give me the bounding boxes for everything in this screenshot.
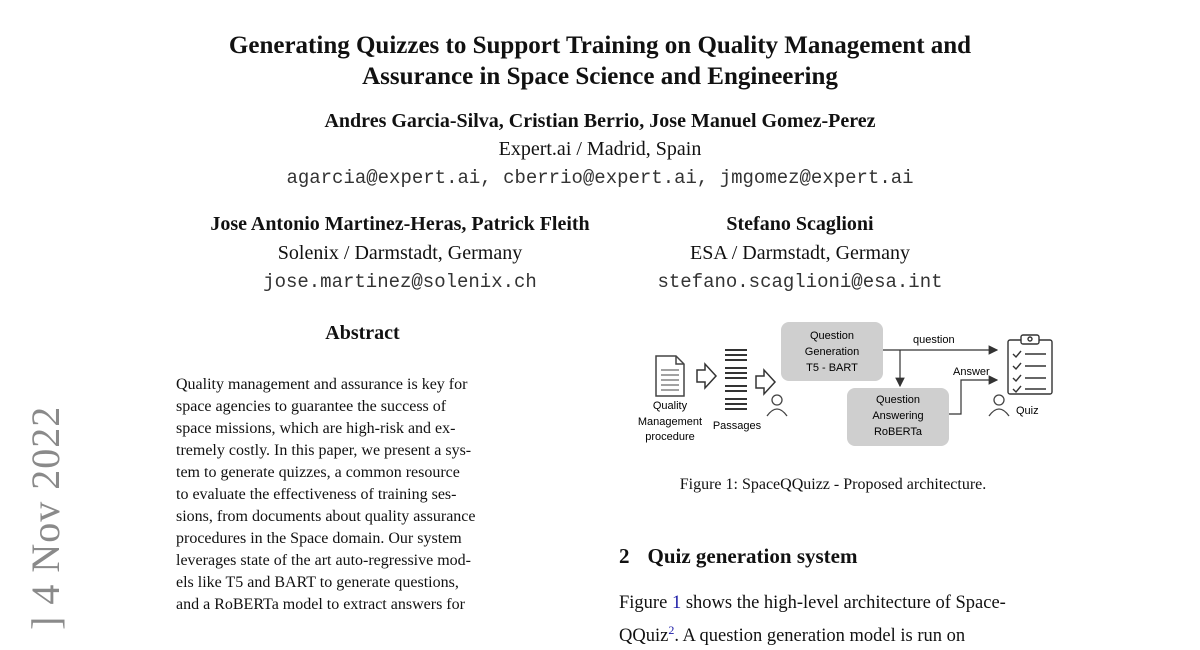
para-text: shows the high-level architecture of Space-	[681, 593, 1006, 613]
paper-title	[0, 30, 1200, 92]
title-line-2: Assurance in Space Science and Engineering	[362, 63, 838, 90]
figure-ref-link[interactable]: 1	[671, 593, 682, 613]
qg-label-3: T5 - BART	[806, 362, 858, 374]
answer-arrow	[949, 380, 997, 414]
abstract-heading: Abstract	[325, 322, 400, 344]
qa-label-3: RoBERTa	[873, 426, 923, 438]
document-icon	[656, 356, 684, 396]
abstract-line: leverages state of the art auto-regressive mod-	[176, 552, 471, 569]
affiliation-2: Solenix / Darmstadt, Germany	[277, 242, 523, 264]
qa-label-1: Question	[875, 394, 921, 406]
abstract-line: to evaluate the effectiveness of training ses-	[176, 486, 457, 503]
arxiv-stamp	[12, 405, 72, 650]
section-paragraph	[619, 590, 1056, 650]
footnote-link[interactable]: 2	[668, 623, 675, 637]
flow-arrow-icon	[697, 364, 716, 388]
author-list-2: Jose Antonio Martinez-Heras, Patrick Fleith	[210, 213, 590, 235]
architecture-figure	[613, 318, 1063, 463]
user-icon	[767, 395, 787, 416]
qa-label-2: Answering	[872, 410, 924, 422]
author-list-1: Andres Garcia-Silva, Cristian Berrio, Jose Manuel Gomez-Perez	[324, 110, 876, 132]
para-text: QQuiz	[619, 626, 669, 647]
affiliation-3: ESA / Darmstadt, Germany	[690, 242, 910, 264]
author-list-3: Stefano Scaglioni	[726, 213, 874, 235]
arxiv-stamp-text: ] 4 Nov 2022	[23, 405, 68, 630]
abstract-line: space missions, which are high-risk and ex-	[176, 420, 456, 437]
para-text: Figure	[619, 593, 672, 613]
figure-caption: Figure 1: SpaceQQuizz - Proposed architecture.	[679, 476, 987, 493]
para-text: . A question generation model is run on	[674, 626, 966, 647]
section-heading	[619, 544, 857, 569]
flow-arrow-icon	[756, 370, 775, 394]
email-2[interactable]: jose.martinez@solenix.ch	[263, 271, 537, 293]
affiliation-1: Expert.ai / Madrid, Spain	[498, 138, 702, 160]
question-label: question	[913, 334, 955, 346]
abstract-line: tem to generate quizzes, a common resource	[176, 464, 460, 481]
doc-label-2: Management	[637, 416, 703, 428]
quiz-label: Quiz	[1016, 405, 1039, 417]
abstract-line: Quality management and assurance is key for	[176, 376, 468, 393]
email-3[interactable]: stefano.scaglioni@esa.int	[657, 271, 943, 293]
doc-label-1: Quality	[652, 400, 688, 412]
abstract-line: procedures in the Space domain. Our system	[176, 530, 462, 547]
abstract-line: els like T5 and BART to generate questions,	[176, 574, 459, 591]
quiz-clipboard-icon	[1008, 335, 1052, 394]
passages-label: Passages	[712, 420, 762, 432]
emails-1[interactable]: agarcia@expert.ai, cberrio@expert.ai, jmgomez@expert.ai	[286, 167, 914, 189]
para-line-2	[619, 617, 1056, 650]
section-title: Quiz generation system	[647, 544, 858, 568]
passages-icon	[725, 350, 747, 409]
abstract-line: sions, from documents about quality assurance	[176, 508, 476, 525]
abstract-line: space agencies to guarantee the success of	[176, 398, 447, 415]
abstract-body	[176, 374, 550, 616]
doc-label-3: procedure	[645, 431, 695, 443]
title-line-1: Generating Quizzes to Support Training on Quality Management and	[228, 32, 972, 59]
section-number: 2	[619, 544, 630, 568]
qg-label-2: Generation	[804, 346, 860, 358]
user-icon	[989, 395, 1009, 416]
qg-label-1: Question	[809, 330, 855, 342]
abstract-line: tremely costly. In this paper, we present a sys-	[176, 442, 472, 459]
answer-label: Answer	[953, 366, 990, 378]
abstract-line: and a RoBERTa model to extract answers for	[176, 596, 465, 613]
para-line-1	[619, 590, 1056, 617]
